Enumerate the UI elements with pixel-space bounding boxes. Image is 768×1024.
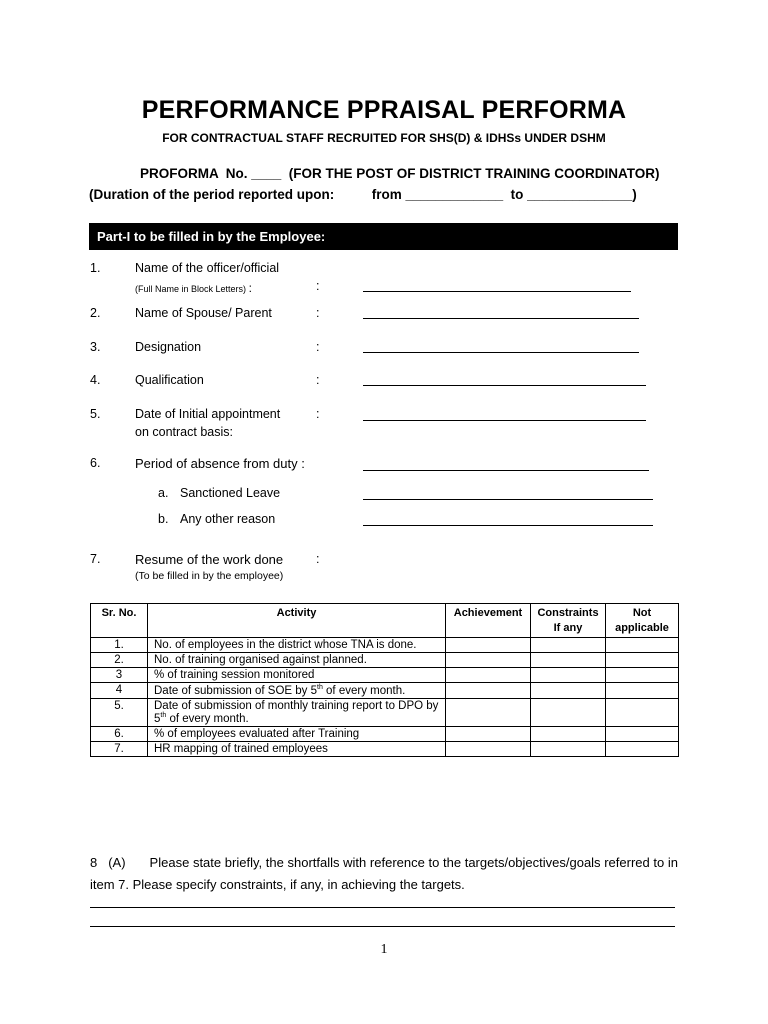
field-number: 3. [90,340,101,354]
row-not-applicable-cell[interactable] [606,638,679,653]
row-not-applicable-cell[interactable] [606,741,679,756]
item-8-paragraph [90,852,678,896]
row-achievement-cell[interactable] [446,668,531,683]
page-number: 1 [380,942,388,957]
field-colon: : [316,407,320,421]
field-colon: : [316,552,320,566]
field-label-appointment-date: Date of Initial appointment [135,407,281,421]
row-constraints-cell[interactable] [531,683,606,699]
designation-input-line[interactable] [363,352,639,353]
header-not-applicable: Not applicable [606,604,679,638]
activity-table [90,603,679,757]
field-sublabel-employee: (To be filled in by the employee) [135,570,284,582]
item-8-number: 8 [90,855,98,870]
qualification-input-line[interactable] [363,385,646,386]
field-number: 7. [90,552,101,566]
officer-name-input-line[interactable] [363,291,631,292]
table-row [91,741,679,756]
duration-line [89,187,637,202]
header-sr-no: Sr. No. [91,604,148,638]
spouse-parent-input-line[interactable] [363,318,639,319]
row-activity: Date of submission of monthly training report to DPO by 5th of every month. [148,698,446,726]
row-not-applicable-cell[interactable] [606,653,679,668]
form-subtitle: FOR CONTRACTUAL STAFF RECRUITED FOR SHS(D) & IDHSs UNDER DSHM [162,131,606,145]
row-not-applicable-cell[interactable] [606,698,679,726]
row-sr: 4 [91,683,148,699]
appointment-date-input-line[interactable] [363,420,646,421]
field-number: 6. [90,456,101,470]
field-label-qualification: Qualification [135,373,204,387]
field-colon: : [316,340,320,354]
absence-label-other-reason: Any other reason [180,512,276,526]
duration-from-to: from _____________ to ______________) [371,187,637,202]
header-achievement: Achievement [446,604,531,638]
row-achievement-cell[interactable] [446,653,531,668]
other-reason-input-line[interactable] [363,525,653,526]
field-label-absence-period: Period of absence from duty : [135,456,305,471]
item-8-answer-line[interactable] [90,907,675,908]
row-sr: 1. [91,638,148,653]
header-constraints: Constraints If any [531,604,606,638]
row-activity: No. of employees in the district whose TNA is done. [148,638,446,653]
item-8-sub: (A) [108,855,126,870]
absence-period-input-line[interactable] [363,470,649,471]
absence-label-sanctioned-leave: Sanctioned Leave [180,486,281,500]
field-number: 1. [90,261,101,275]
proforma-number-line: PROFORMA No. ____ (FOR THE POST OF DISTRICT TRAINING COORDINATOR) [140,166,660,181]
table-header-row [91,604,679,638]
table-row [91,668,679,683]
field-number: 2. [90,306,101,320]
field-colon: : [316,279,320,293]
row-constraints-cell[interactable] [531,638,606,653]
row-not-applicable-cell[interactable] [606,726,679,741]
form-title: PERFORMANCE PPRAISAL PERFORMA [141,96,627,124]
table-row [91,683,679,699]
row-activity: Date of submission of SOE by 5th of every month. [148,683,446,699]
row-not-applicable-cell[interactable] [606,683,679,699]
field-label-work-resume: Resume of the work done [135,552,284,567]
part-one-heading: Part-I to be filled in by the Employee: [89,223,678,250]
table-row [91,726,679,741]
row-sr: 2. [91,653,148,668]
row-constraints-cell[interactable] [531,741,606,756]
duration-label: (Duration of the period reported upon: [89,187,335,202]
row-achievement-cell[interactable] [446,638,531,653]
field-label-spouse-parent: Name of Spouse/ Parent [135,306,272,320]
header-activity: Activity [148,604,446,638]
row-achievement-cell[interactable] [446,698,531,726]
absence-sub-number: a. [158,486,169,500]
row-sr: 7. [91,741,148,756]
item-8-answer-line[interactable] [90,926,675,927]
field-number: 4. [90,373,101,387]
field-label-appointment-date-2: on contract basis: [135,425,233,439]
row-activity: HR mapping of trained employees [148,741,446,756]
row-sr: 5. [91,698,148,726]
row-achievement-cell[interactable] [446,726,531,741]
row-not-applicable-cell[interactable] [606,668,679,683]
row-constraints-cell[interactable] [531,668,606,683]
row-constraints-cell[interactable] [531,698,606,726]
field-colon: : [316,373,320,387]
row-constraints-cell[interactable] [531,726,606,741]
table-row [91,653,679,668]
row-achievement-cell[interactable] [446,683,531,699]
field-label-officer-name: Name of the officer/official [135,261,280,275]
field-number: 5. [90,407,101,421]
row-sr: 6. [91,726,148,741]
field-label-designation: Designation [135,340,202,354]
sanctioned-leave-input-line[interactable] [363,499,653,500]
row-constraints-cell[interactable] [531,653,606,668]
row-activity: % of training session monitored [148,668,446,683]
table-row [91,698,679,726]
row-sr: 3 [91,668,148,683]
row-activity: No. of training organised against planned. [148,653,446,668]
table-row [91,638,679,653]
item-8-text: Please state briefly, the shortfalls with reference to the targets/objectives/goals referred to in item 7. Please specify constraints, if any, in achieving the targets. [90,855,678,892]
field-colon: : [316,306,320,320]
row-achievement-cell[interactable] [446,741,531,756]
field-sublabel-block-letters: (Full Name in Block Letters) : [135,281,252,295]
absence-sub-number: b. [158,512,169,526]
row-activity: % of employees evaluated after Training [148,726,446,741]
